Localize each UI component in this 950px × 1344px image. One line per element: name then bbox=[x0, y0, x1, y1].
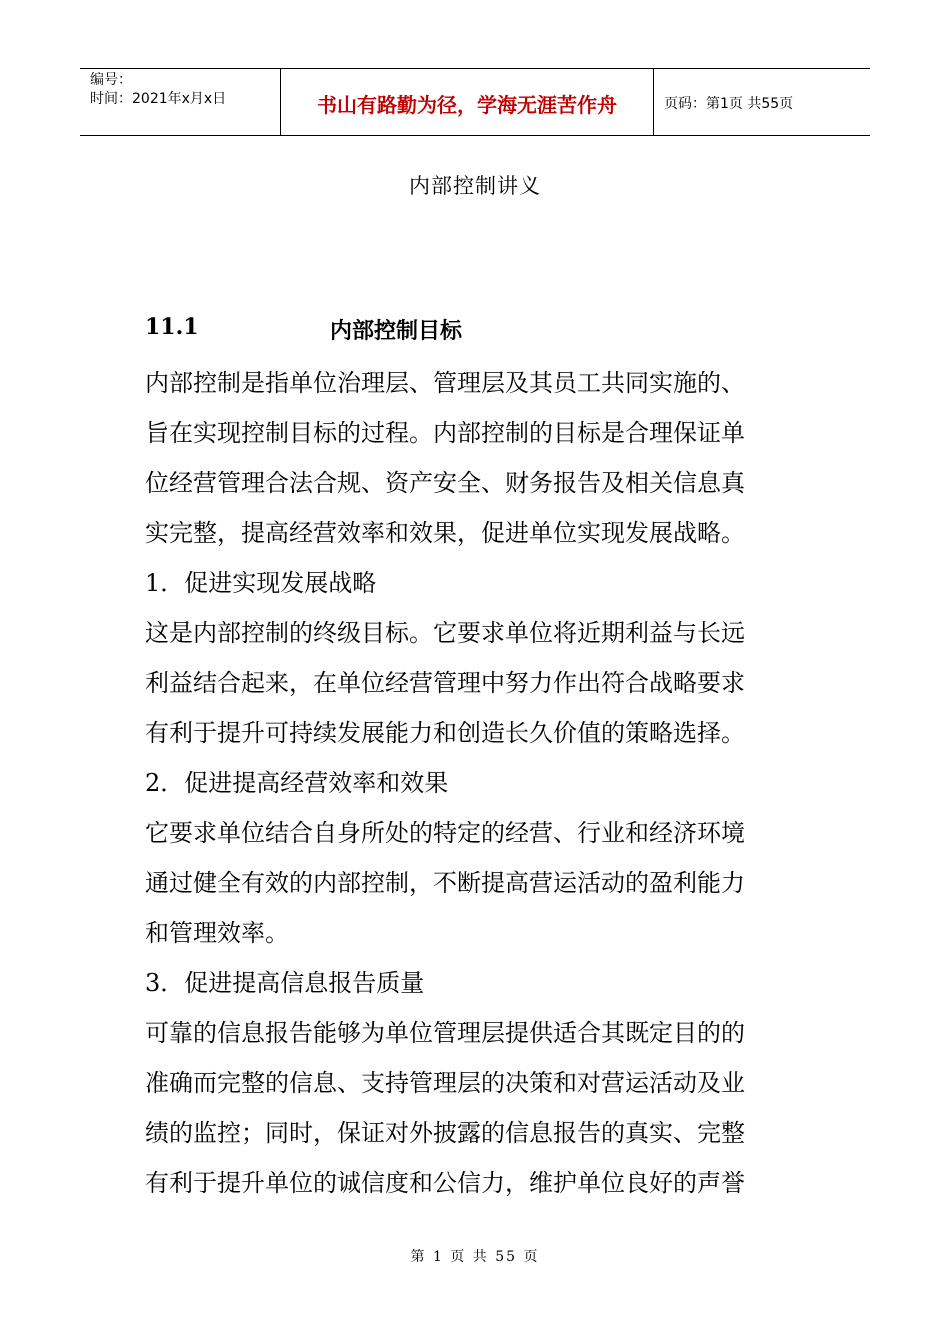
header-motto-cell bbox=[281, 69, 654, 135]
header-motto: 书山有路勤为径，学海无涯苦作舟 bbox=[317, 92, 617, 117]
document-title: 内部控制讲义 bbox=[409, 174, 541, 198]
paragraph-line: 绩的监控；同时，保证对外披露的信息报告的真实、完整 bbox=[145, 1119, 745, 1147]
paragraph-line: 通过健全有效的内部控制，不断提高营运活动的盈利能力 bbox=[145, 869, 745, 897]
section-title: 内部控制目标 bbox=[330, 318, 463, 344]
paragraph-line: 有利于提升单位的诚信度和公信力，维护单位良好的声誉 bbox=[145, 1169, 745, 1197]
paragraph-line: 它要求单位结合自身所处的特定的经营、行业和经济环境 bbox=[145, 819, 745, 847]
paragraph-line: 利益结合起来，在单位经营管理中努力作出符合战略要求 bbox=[145, 669, 745, 697]
paragraph-line: 准确而完整的信息、支持管理层的决策和对营运活动及业 bbox=[145, 1069, 745, 1097]
subheading-line: 1．促进实现发展战略 bbox=[145, 569, 377, 597]
paragraph-line: 实完整，提高经营效率和效果，促进单位实现发展战略。 bbox=[145, 519, 745, 547]
header-page-info: 页码：第1页 共55页 bbox=[664, 96, 794, 112]
paragraph-line: 旨在实现控制目标的过程。内部控制的目标是合理保证单 bbox=[145, 419, 745, 447]
paragraph-line: 内部控制是指单位治理层、管理层及其员工共同实施的、 bbox=[145, 369, 745, 397]
section-number: 11.1 bbox=[145, 314, 199, 340]
paragraph-line: 有利于提升可持续发展能力和创造长久价值的策略选择。 bbox=[145, 719, 745, 747]
subheading-line: 3．促进提高信息报告质量 bbox=[145, 969, 425, 997]
page-footer: 第 1 页 共 55 页 bbox=[410, 1249, 540, 1265]
section-heading bbox=[145, 314, 462, 345]
page-header bbox=[80, 68, 870, 136]
header-date: 时间：2021年x月x日 bbox=[90, 91, 227, 107]
header-page-cell bbox=[654, 69, 870, 135]
paragraph-line: 位经营管理合法合规、资产安全、财务报告及相关信息真 bbox=[145, 469, 745, 497]
paragraph-line: 和管理效率。 bbox=[145, 919, 289, 947]
header-number-label: 编号： bbox=[90, 72, 132, 88]
subheading-line: 2．促进提高经营效率和效果 bbox=[145, 769, 449, 797]
body-text bbox=[145, 358, 815, 1208]
paragraph-line: 这是内部控制的终级目标。它要求单位将近期利益与长远 bbox=[145, 619, 745, 647]
paragraph-line: 可靠的信息报告能够为单位管理层提供适合其既定目的的 bbox=[145, 1019, 745, 1047]
header-meta-cell bbox=[80, 69, 281, 135]
